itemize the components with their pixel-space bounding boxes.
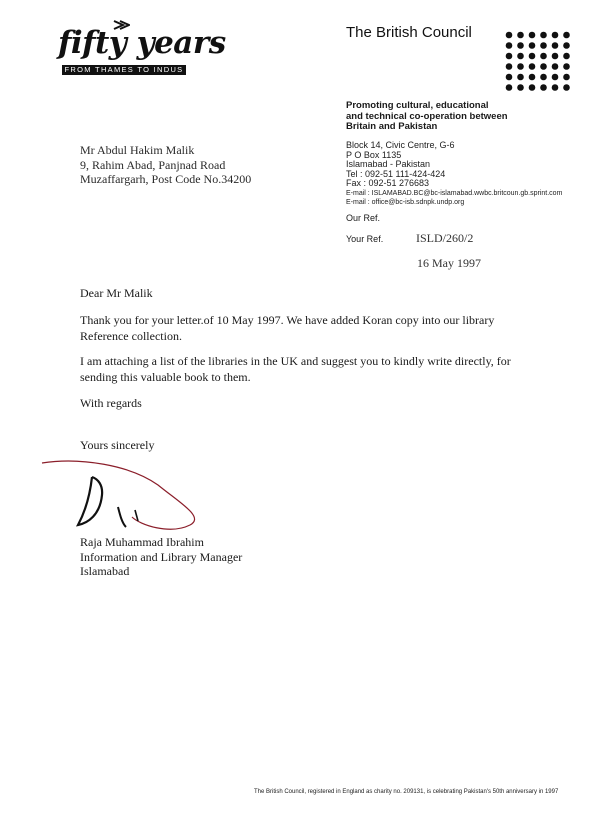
logo-dot [506,63,513,70]
logo-dot [552,32,559,39]
logo-dot [540,84,547,91]
recipient-name: Mr Abdul Hakim Malik [80,143,195,157]
signatory-block [80,535,242,579]
logo-dot [529,74,536,81]
footer-note: The British Council, registered in England as charity no. 209131, is celebrating Pakistan's 50th anniversary in 1997 [254,789,559,795]
logo-dot [540,32,547,39]
logo-dot [563,84,570,91]
logo-dot [540,74,547,81]
your-ref-value: ISLD/260/2 [416,231,474,245]
organization-mission [346,101,546,133]
logo-dot [506,42,513,49]
logo-dot [517,84,524,91]
contact-email-2: E-mail : office@bc-isb.sdnpk.undp.org [346,198,465,206]
contact-line-3: Islamabad - Pakistan [346,159,431,169]
our-ref-label: Our Ref. [346,213,381,223]
closing-line: Yours sincerely [80,438,155,452]
contact-block [346,141,562,207]
signatory-name: Raja Muhammad Ibrahim [80,535,204,549]
logo-dot [529,42,536,49]
signatory-title: Information and Library Manager [80,549,243,564]
logo-dot [529,53,536,60]
organization-name: The British Council [346,24,472,41]
body-paragraph-2: I am attaching a list of the libraries in the UK and suggest you to kindly write directly, for sending this valuable book to them. [80,354,511,384]
logo-dot [517,32,524,39]
logo-dot [563,53,570,60]
body-paragraph-1: Thank you for your letter.of 10 May 1997. We have added Koran copy into our library Reference collection. [80,313,495,343]
logo-dot [563,74,570,81]
logo-dot [517,74,524,81]
letter-date: 16 May 1997 [417,256,481,270]
logo-dot [517,63,524,70]
logo-dot [517,53,524,60]
contact-tel: Tel : 092-51 111-424-424 [346,168,446,179]
logo-tagline: FROM THAMES TO INDUS [62,65,186,75]
logo-dot [552,53,559,60]
mission-line-2: and technical co-operation between [346,110,508,122]
logo-dot [563,32,570,39]
recipient-address-line-2: Muzaffargarh, Post Code No.34200 [80,172,252,186]
dot-grid-logo-icon [504,31,574,91]
salutation: Dear Mr Malik [80,286,153,300]
logo-dot [552,63,559,70]
signatory-location: Islamabad [80,564,130,578]
recipient-address-line-1: 9, Rahim Abad, Panjnad Road [80,157,226,172]
logo-dot [506,53,513,60]
logo-dot [506,74,513,81]
logo-dot [517,42,524,49]
logo-dot [563,63,570,70]
regards-line: With regards [80,396,142,410]
logo-dot [529,84,536,91]
mission-line-1: Promoting cultural, educational [346,100,489,111]
logo-dot [540,42,547,49]
logo-dot [529,63,536,70]
contact-line-2: P O Box 1135 [346,149,402,160]
handwritten-signature [40,455,220,545]
logo-dot [506,32,513,39]
contact-email-1: E-mail : ISLAMABAD.BC@bc-islamabad.wwbc.britcoun.gb.sprint.com [346,189,563,197]
contact-fax: Fax : 092-51 276683 [346,178,430,188]
logo-title: fifty years [58,25,226,61]
logo-dot [540,63,547,70]
mission-line-3: Britain and Pakistan [346,121,438,132]
logo-dot [552,84,559,91]
recipient-address [80,143,251,187]
logo-dot [506,84,513,91]
logo-dot [529,32,536,39]
your-ref-label: Your Ref. [346,234,384,244]
contact-line-1: Block 14, Civic Centre, G-6 [346,140,455,150]
logo-dot [552,42,559,49]
logo-dot [552,74,559,81]
logo-dot [563,42,570,49]
logo-dot [540,53,547,60]
